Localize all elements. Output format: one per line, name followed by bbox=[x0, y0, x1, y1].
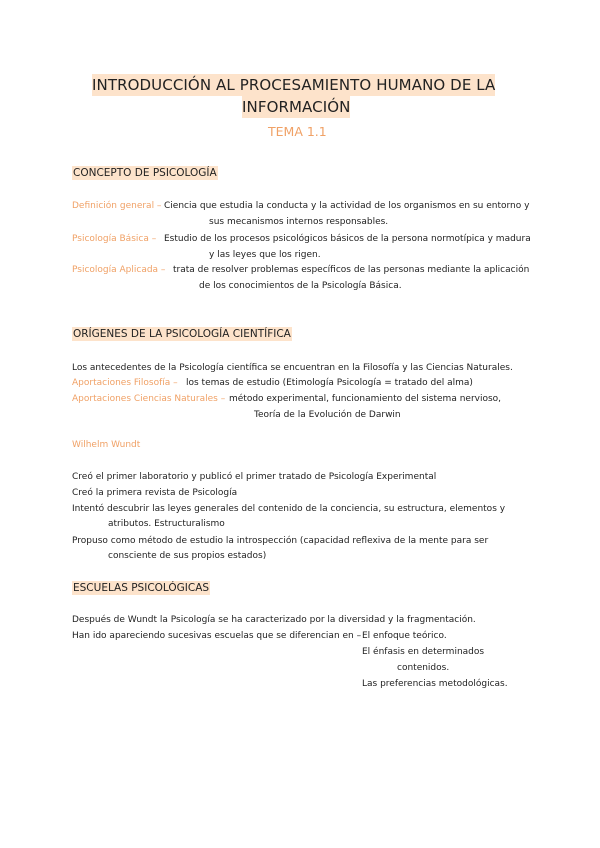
paragraph: Los antecedentes de la Psicología científica se encuentran en la Filosofía y las Ciencias Naturales. bbox=[72, 363, 513, 373]
list-item: Intentó descubrir las leyes generales del contenido de la conciencia, su estructura, elementos y bbox=[72, 504, 506, 514]
list-item: Propuso como método de estudio la introspección (capacidad reflexiva de la mente para ser bbox=[72, 536, 489, 546]
list-item: Las preferencias metodológicas. bbox=[362, 679, 508, 689]
subtitle: TEMA 1.1 bbox=[268, 124, 327, 139]
paragraph: Han ido apareciendo sucesivas escuelas que se diferencian en – bbox=[72, 631, 362, 641]
definition-text: sus mecanismos internos responsables. bbox=[209, 217, 389, 227]
definition-text: Ciencia que estudia la conducta y la actividad de los organismos en su entorno y bbox=[164, 201, 530, 211]
term-definicion-general: Definición general – bbox=[72, 201, 162, 211]
term-psicologia-basica: Psicología Básica – bbox=[72, 234, 157, 244]
list-item: Creó el primer laboratorio y publicó el primer tratado de Psicología Experimental bbox=[72, 472, 437, 482]
list-item: El énfasis en determinados bbox=[362, 647, 485, 657]
definition-text: trata de resolver problemas específicos de las personas mediante la aplicación bbox=[173, 265, 530, 275]
subheading-wilhelm-wundt: Wilhelm Wundt bbox=[72, 440, 141, 450]
section-heading-concepto: CONCEPTO DE PSICOLOGÍA bbox=[73, 167, 217, 179]
section-heading-escuelas: ESCUELAS PSICOLÓGICAS bbox=[73, 582, 210, 594]
page-title-line2: INFORMACIÓN bbox=[242, 98, 351, 116]
definition-text: Estudio de los procesos psicológicos básicos de la persona normotípica y madura bbox=[164, 234, 531, 244]
section-heading-origenes: ORÍGENES DE LA PSICOLOGÍA CIENTÍFICA bbox=[73, 328, 291, 340]
definition-text: Teoría de la Evolución de Darwin bbox=[254, 410, 401, 420]
list-item-continuation: atributos. Estructuralismo bbox=[108, 519, 225, 529]
term-aportaciones-filosofia: Aportaciones Filosofía – bbox=[72, 378, 178, 388]
list-item: El enfoque teórico. bbox=[362, 631, 447, 641]
term-aportaciones-ciencias: Aportaciones Ciencias Naturales – bbox=[72, 394, 226, 404]
list-item-continuation: consciente de sus propios estados) bbox=[108, 551, 267, 561]
list-item-continuation: contenidos. bbox=[397, 663, 450, 673]
page-title-line1: INTRODUCCIÓN AL PROCESAMIENTO HUMANO DE LA bbox=[92, 76, 496, 94]
definition-text: y las leyes que los rigen. bbox=[209, 250, 321, 260]
paragraph: Después de Wundt la Psicología se ha caracterizado por la diversidad y la fragmentación. bbox=[72, 615, 476, 625]
definition-text: los temas de estudio (Etimología Psicología = tratado del alma) bbox=[186, 378, 473, 388]
list-item: Creó la primera revista de Psicología bbox=[72, 488, 238, 498]
definition-text: método experimental, funcionamiento del sistema nervioso, bbox=[229, 394, 502, 404]
term-psicologia-aplicada: Psicología Aplicada – bbox=[72, 265, 166, 275]
definition-text: de los conocimientos de la Psicología Básica. bbox=[199, 281, 402, 291]
